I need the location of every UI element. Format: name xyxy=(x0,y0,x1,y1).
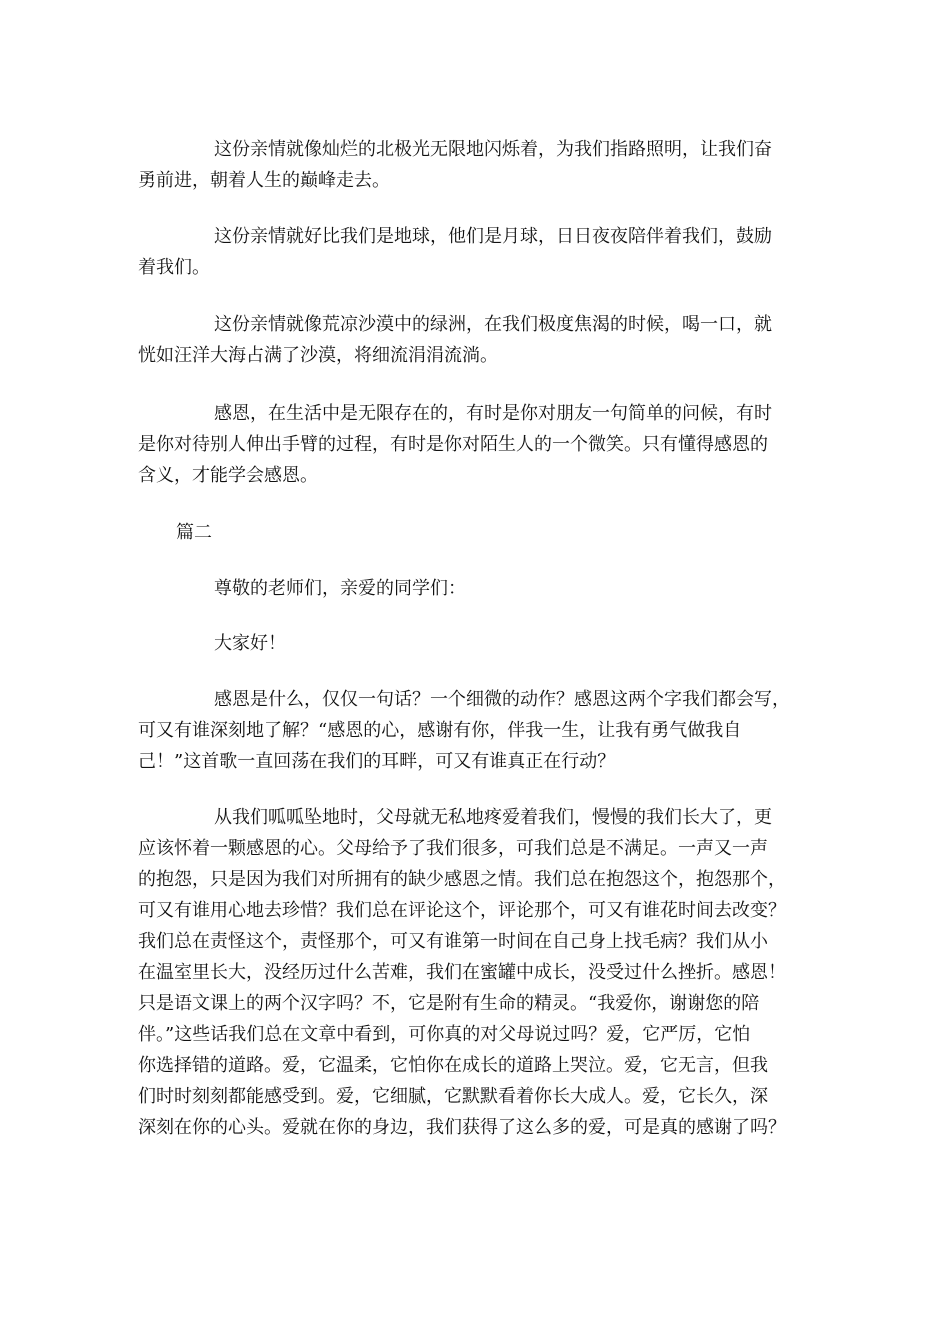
paragraph-line: 应该怀着一颗感恩的心。父母给予了我们很多，可我们总是不满足。一声又一声 xyxy=(138,838,768,859)
paragraph-line: 感恩是什么，仅仅一句话？一个细微的动作？感恩这两个字我们都会写， xyxy=(214,689,790,710)
paragraph-line: 可又有谁深刻地了解？“感恩的心，感谢有你，伴我一生，让我有勇气做我自 xyxy=(138,720,742,741)
paragraph-oasis xyxy=(138,309,823,371)
paragraph-line: 可又有谁用心地去珍惜？我们总在评论这个，评论那个，可又有谁花时间去改变？ xyxy=(138,900,786,921)
paragraph-gratitude xyxy=(138,398,823,491)
paragraph-line: 伴。”这些话我们总在文章中看到，可你真的对父母说过吗？爱，它严厉，它怕 xyxy=(138,1024,751,1045)
paragraph-earth-moon xyxy=(138,221,823,283)
paragraph-line: 在温室里长大，没经历过什么苦难，我们在蜜罐中成长，没受过什么挫折。感恩！ xyxy=(138,962,786,983)
paragraph-line: 感恩，在生活中是无限存在的，有时是你对朋友一句简单的问候，有时 xyxy=(214,403,772,424)
hello-text: 大家好！ xyxy=(214,633,286,654)
paragraph-line: 的抱怨，只是因为我们对所拥有的缺少感恩之情。我们总在抱怨这个，抱怨那个， xyxy=(138,869,786,890)
paragraph-parents-love xyxy=(138,802,823,1143)
paragraph-line: 我们总在责怪这个，责怪那个，可又有谁第一时间在自己身上找毛病？我们从小 xyxy=(138,931,768,952)
paragraph-line: 从我们呱呱坠地时，父母就无私地疼爱着我们，慢慢的我们长大了，更 xyxy=(214,807,772,828)
paragraph-what-is-gratitude xyxy=(138,684,823,777)
paragraph-line: 只是语文课上的两个汉字吗？不，它是附有生命的精灵。“我爱你，谢谢您的陪 xyxy=(138,993,760,1014)
paragraph-line: 是你对待别人伸出手臂的过程，有时是你对陌生人的一个微笑。只有懂得感恩的 xyxy=(138,434,768,455)
paragraph-line: 这份亲情就像灿烂的北极光无限地闪烁着，为我们指路照明，让我们奋 xyxy=(214,139,772,160)
greeting-line xyxy=(138,573,823,604)
section-heading: 篇二 xyxy=(176,522,212,543)
paragraph-line: 着我们。 xyxy=(138,257,210,278)
paragraph-line: 深刻在你的心头。爱就在你的身边，我们获得了这么多的爱，可是真的感谢了吗？ xyxy=(138,1117,786,1138)
paragraph-line: 们时时刻刻都能感受到。爱，它细腻，它默默看着你长大成人。爱，它长久，深 xyxy=(138,1086,768,1107)
paragraph-line: 己！”这首歌一直回荡在我们的耳畔，可又有谁真正在行动？ xyxy=(138,751,616,772)
paragraph-line: 勇前进，朝着人生的巅峰走去。 xyxy=(138,170,390,191)
paragraph-line: 这份亲情就像荒凉沙漠中的绿洲，在我们极度焦渴的时候，喝一口，就 xyxy=(214,314,772,335)
hello-line xyxy=(138,628,823,659)
greeting-text: 尊敬的老师们，亲爱的同学们： xyxy=(214,578,466,599)
paragraph-line: 你选择错的道路。爱，它温柔，它怕你在成长的道路上哭泣。爱，它无言，但我 xyxy=(138,1055,768,1076)
paragraph-line: 含义，才能学会感恩。 xyxy=(138,465,318,486)
paragraph-line: 恍如汪洋大海占满了沙漠，将细流涓涓流淌。 xyxy=(138,345,498,366)
paragraph-aurora xyxy=(138,134,823,196)
paragraph-line: 这份亲情就好比我们是地球，他们是月球，日日夜夜陪伴着我们，鼓励 xyxy=(214,226,772,247)
